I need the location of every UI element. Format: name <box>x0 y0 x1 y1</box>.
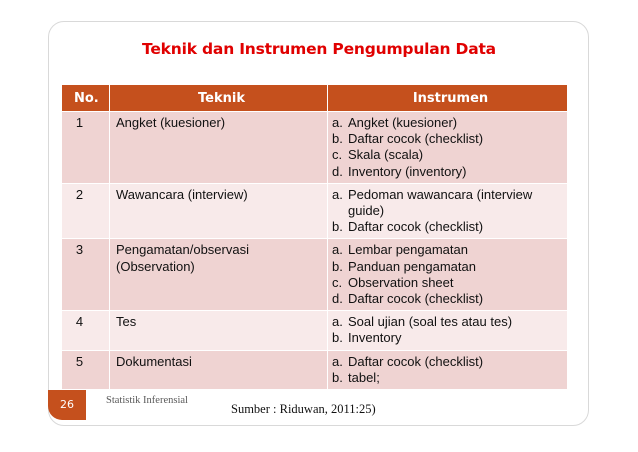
teknik-line: Tes <box>116 314 137 330</box>
list-text: Pedoman wawancara (interview guide) <box>348 186 533 219</box>
table-row <box>62 350 568 389</box>
teknik-line: Pengamatan/observasi <box>116 242 249 258</box>
teknik-line: Angket (kuesioner) <box>116 115 226 130</box>
cell-instrumen <box>328 112 568 184</box>
cell-instrumen <box>328 239 568 311</box>
instrumen-list <box>332 242 563 307</box>
list-text: Daftar cocok (checklist) <box>348 131 484 147</box>
instrumen-list <box>332 354 563 386</box>
list-item <box>332 115 563 131</box>
cell-no: 2 <box>62 183 110 239</box>
list-item <box>332 370 563 386</box>
cell-no: 5 <box>62 350 110 389</box>
slide-title: Teknik dan Instrumen Pengumpulan Data <box>142 40 496 58</box>
data-table <box>61 84 568 390</box>
header-no: No. <box>62 85 110 112</box>
table-row <box>62 239 568 311</box>
list-letter: c. <box>332 147 343 163</box>
teknik-line: Dokumentasi <box>116 353 192 369</box>
list-item <box>332 314 563 330</box>
list-text: Daftar cocok (checklist) <box>348 291 484 307</box>
list-letter: a. <box>332 353 343 369</box>
list-item <box>332 291 563 307</box>
instrumen-list <box>332 115 563 180</box>
list-text: Soal ujian (soal tes atau tes) <box>348 314 513 330</box>
teknik-line: Wawancara (interview) <box>116 186 248 202</box>
page-number: 26 <box>48 390 86 420</box>
cell-teknik <box>110 350 328 389</box>
list-item <box>332 354 563 370</box>
table-row <box>62 183 568 239</box>
list-text: Daftar cocok (checklist) <box>348 353 484 369</box>
list-text: Lembar pengamatan <box>348 242 468 258</box>
cell-instrumen <box>328 311 568 350</box>
list-letter: b. <box>332 369 343 385</box>
source-citation: Sumber : Riduwan, 2011:25) <box>231 402 376 416</box>
list-text: Angket (kuesioner) <box>348 115 458 130</box>
list-letter: b. <box>332 219 343 235</box>
list-letter: a. <box>332 186 343 202</box>
table-body <box>62 112 568 390</box>
cell-teknik <box>110 112 328 184</box>
list-item <box>332 147 563 163</box>
list-item <box>332 164 563 180</box>
table-row <box>62 112 568 184</box>
list-letter: a. <box>332 314 343 330</box>
cell-no: 1 <box>62 112 110 184</box>
table-row <box>62 311 568 350</box>
header-teknik: Teknik <box>110 85 328 112</box>
course-label: Statistik Inferensial <box>106 395 188 406</box>
table-header-row <box>62 85 568 112</box>
list-text: Inventory <box>348 330 402 346</box>
list-item <box>332 219 563 235</box>
cell-no: 4 <box>62 311 110 350</box>
list-text: Observation sheet <box>348 274 454 290</box>
header-instrumen: Instrumen <box>328 85 568 112</box>
list-item <box>332 131 563 147</box>
list-letter: d. <box>332 163 343 179</box>
instrumen-list <box>332 314 563 346</box>
instrumen-list <box>332 187 563 236</box>
list-item <box>332 275 563 291</box>
list-letter: b. <box>332 258 343 274</box>
list-text: tabel; <box>348 369 380 385</box>
cell-teknik <box>110 183 328 239</box>
cell-instrumen <box>328 183 568 239</box>
list-letter: d. <box>332 291 343 307</box>
teknik-line: (Observation) <box>116 258 195 274</box>
cell-teknik <box>110 239 328 311</box>
list-text: Inventory (inventory) <box>348 163 467 179</box>
list-text: Skala (scala) <box>348 147 424 163</box>
list-letter: a. <box>332 115 343 130</box>
list-text: Panduan pengamatan <box>348 258 476 274</box>
cell-no: 3 <box>62 239 110 311</box>
list-letter: a. <box>332 242 343 258</box>
list-item <box>332 330 563 346</box>
cell-instrumen <box>328 350 568 389</box>
list-item <box>332 187 563 219</box>
list-item <box>332 259 563 275</box>
cell-teknik <box>110 311 328 350</box>
list-letter: c. <box>332 274 343 290</box>
list-letter: b. <box>332 131 343 147</box>
list-text: Daftar cocok (checklist) <box>348 219 484 235</box>
list-item <box>332 242 563 258</box>
list-letter: b. <box>332 330 343 346</box>
